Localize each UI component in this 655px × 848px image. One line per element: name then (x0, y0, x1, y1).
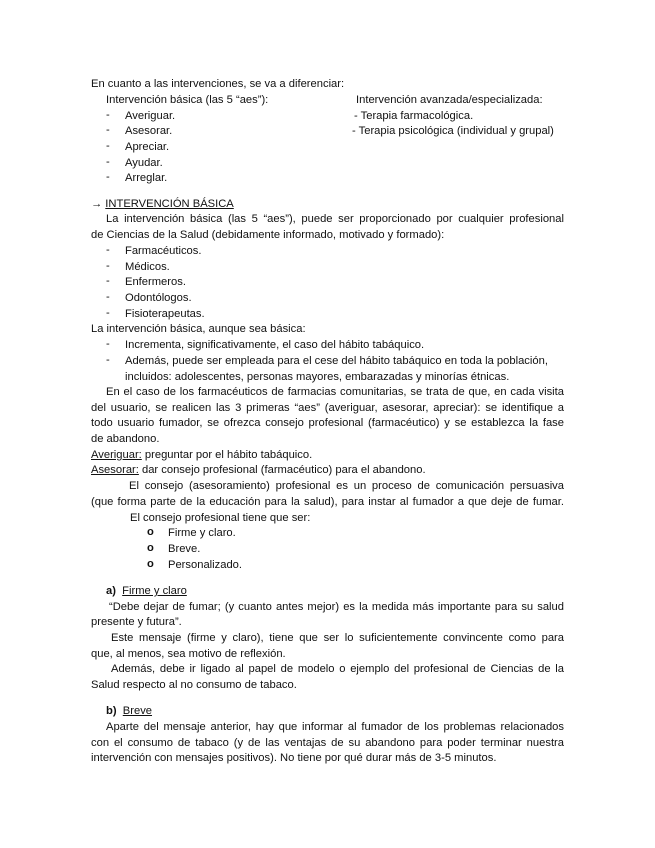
term-definition: dar consejo profesional (farmacéutico) para el abandono. (138, 464, 426, 476)
list-item: Apreciar. (125, 141, 170, 153)
advanced-intervention-heading: Intervención avanzada/especializada: (356, 94, 543, 106)
list-dash: - (106, 171, 110, 183)
list-dash: - (106, 124, 110, 136)
list-item: Enfermeros. (125, 276, 186, 288)
list-item: Además, puede ser empleada para el cese del hábito tabáquico en toda la población, (125, 355, 548, 367)
paragraph-line: Salud respecto al no consumo de tabaco. (91, 679, 297, 691)
subsection-title: Breve (122, 705, 153, 717)
paragraph-line: La intervención básica (las 5 “aes”), puede ser proporcionado por cualquier profesional (106, 213, 564, 225)
list-dash: - (106, 291, 110, 303)
basic-intervention-heading: Intervención básica (las 5 “aes”): (106, 94, 269, 106)
list-dash: - (106, 156, 110, 168)
list-dash: - (106, 260, 110, 272)
list-dash: - (106, 275, 110, 287)
bullet-marker: o (147, 542, 154, 554)
list-item: - Terapia farmacológica. (354, 110, 474, 122)
list-item: Personalizado. (168, 559, 243, 571)
section-title: INTERVENCIÓN BÁSICA (105, 198, 234, 210)
list-dash: - (106, 354, 110, 366)
subsection-marker: a) (106, 585, 116, 597)
bullet-marker: o (147, 558, 154, 570)
section-heading (91, 197, 234, 211)
list-dash: - (106, 307, 110, 319)
paragraph-line: de abandono. (91, 433, 160, 445)
list-item: Averiguar. (125, 110, 176, 122)
paragraph-line: (que forma parte de la educación para la salud), para instar al fumador a que deje de fumar. (91, 496, 564, 508)
list-item: Farmacéuticos. (125, 245, 202, 257)
list-item: Asesorar. (125, 125, 173, 137)
subsection-marker: b) (106, 705, 117, 717)
list-item: Incrementa, significativamente, el caso del hábito tabáquico. (125, 339, 425, 351)
arrow-right-icon: → (91, 198, 103, 210)
paragraph-line: Además, debe ir ligado al papel de modelo o ejemplo del profesional de Ciencias de la (111, 663, 564, 675)
paragraph-line: todo usuario fumador, se ofrezca consejo profesional (farmacéutico) y se establezca la fase (91, 417, 564, 429)
paragraph-line: En el caso de los farmacéuticos de farmacias comunitarias, se trata de que, en cada visita (106, 386, 564, 398)
subsection-heading-b (106, 704, 152, 718)
term-label: Averiguar: (91, 449, 142, 461)
paragraph-line: intervención con mensajes positivos). No tiene por qué durar más de 3-5 minutos. (91, 752, 497, 764)
paragraph-line: de Ciencias de la Salud (debidamente informado, motivado y formado): (91, 229, 445, 241)
list-item: Odontólogos. (125, 292, 192, 304)
paragraph-line: El consejo (asesoramiento) profesional es un proceso de comunicación persuasiva (129, 480, 564, 492)
quote-line: presente y futura”. (91, 616, 182, 628)
list-dash: - (106, 140, 110, 152)
list-dash: - (106, 244, 110, 256)
list-item: Firme y claro. (168, 527, 236, 539)
list-item: Breve. (168, 543, 201, 555)
paragraph-line: El consejo profesional tiene que ser: (130, 512, 311, 524)
term-definition: preguntar por el hábito tabáquico. (141, 449, 313, 461)
definition-asesorar (91, 463, 426, 477)
list-dash: - (106, 338, 110, 350)
paragraph-line: Este mensaje (firme y claro), tiene que ser lo suficientemente convincente como para (111, 632, 564, 644)
paragraph-line: con el consumo de tabaco (y de las ventajas de su abandono para poder terminar nuestra (91, 737, 564, 749)
subsection-title: Firme y claro (122, 585, 187, 597)
subsection-heading-a (106, 584, 187, 598)
bullet-marker: o (147, 526, 154, 538)
list-item: Médicos. (125, 261, 170, 273)
list-item: - Terapia psicológica (individual y grupal) (352, 125, 554, 137)
list-item: Fisioterapeutas. (125, 308, 205, 320)
paragraph-line: La intervención básica, aunque sea básica: (91, 323, 306, 335)
paragraph-line: que, al menos, sea motivo de reflexión. (91, 648, 286, 660)
paragraph-line: Aparte del mensaje anterior, hay que informar al fumador de los problemas relacionados (106, 721, 564, 733)
intro-text: En cuanto a las intervenciones, se va a diferenciar: (91, 78, 345, 90)
term-label: Asesorar: (91, 464, 139, 476)
list-item: Arreglar. (125, 172, 168, 184)
list-item: Ayudar. (125, 157, 163, 169)
list-item-continuation: incluidos: adolescentes, personas mayores, embarazadas y minorías étnicas. (125, 371, 510, 383)
list-dash: - (106, 109, 110, 121)
quote-line: “Debe dejar de fumar; (y cuanto antes mejor) es la medida más importante para su salud (109, 601, 564, 613)
paragraph-line: del usuario, se realicen las 3 primeras “aes” (averiguar, asesorar, apreciar): se identifique a (91, 402, 564, 414)
definition-averiguar (91, 448, 312, 462)
